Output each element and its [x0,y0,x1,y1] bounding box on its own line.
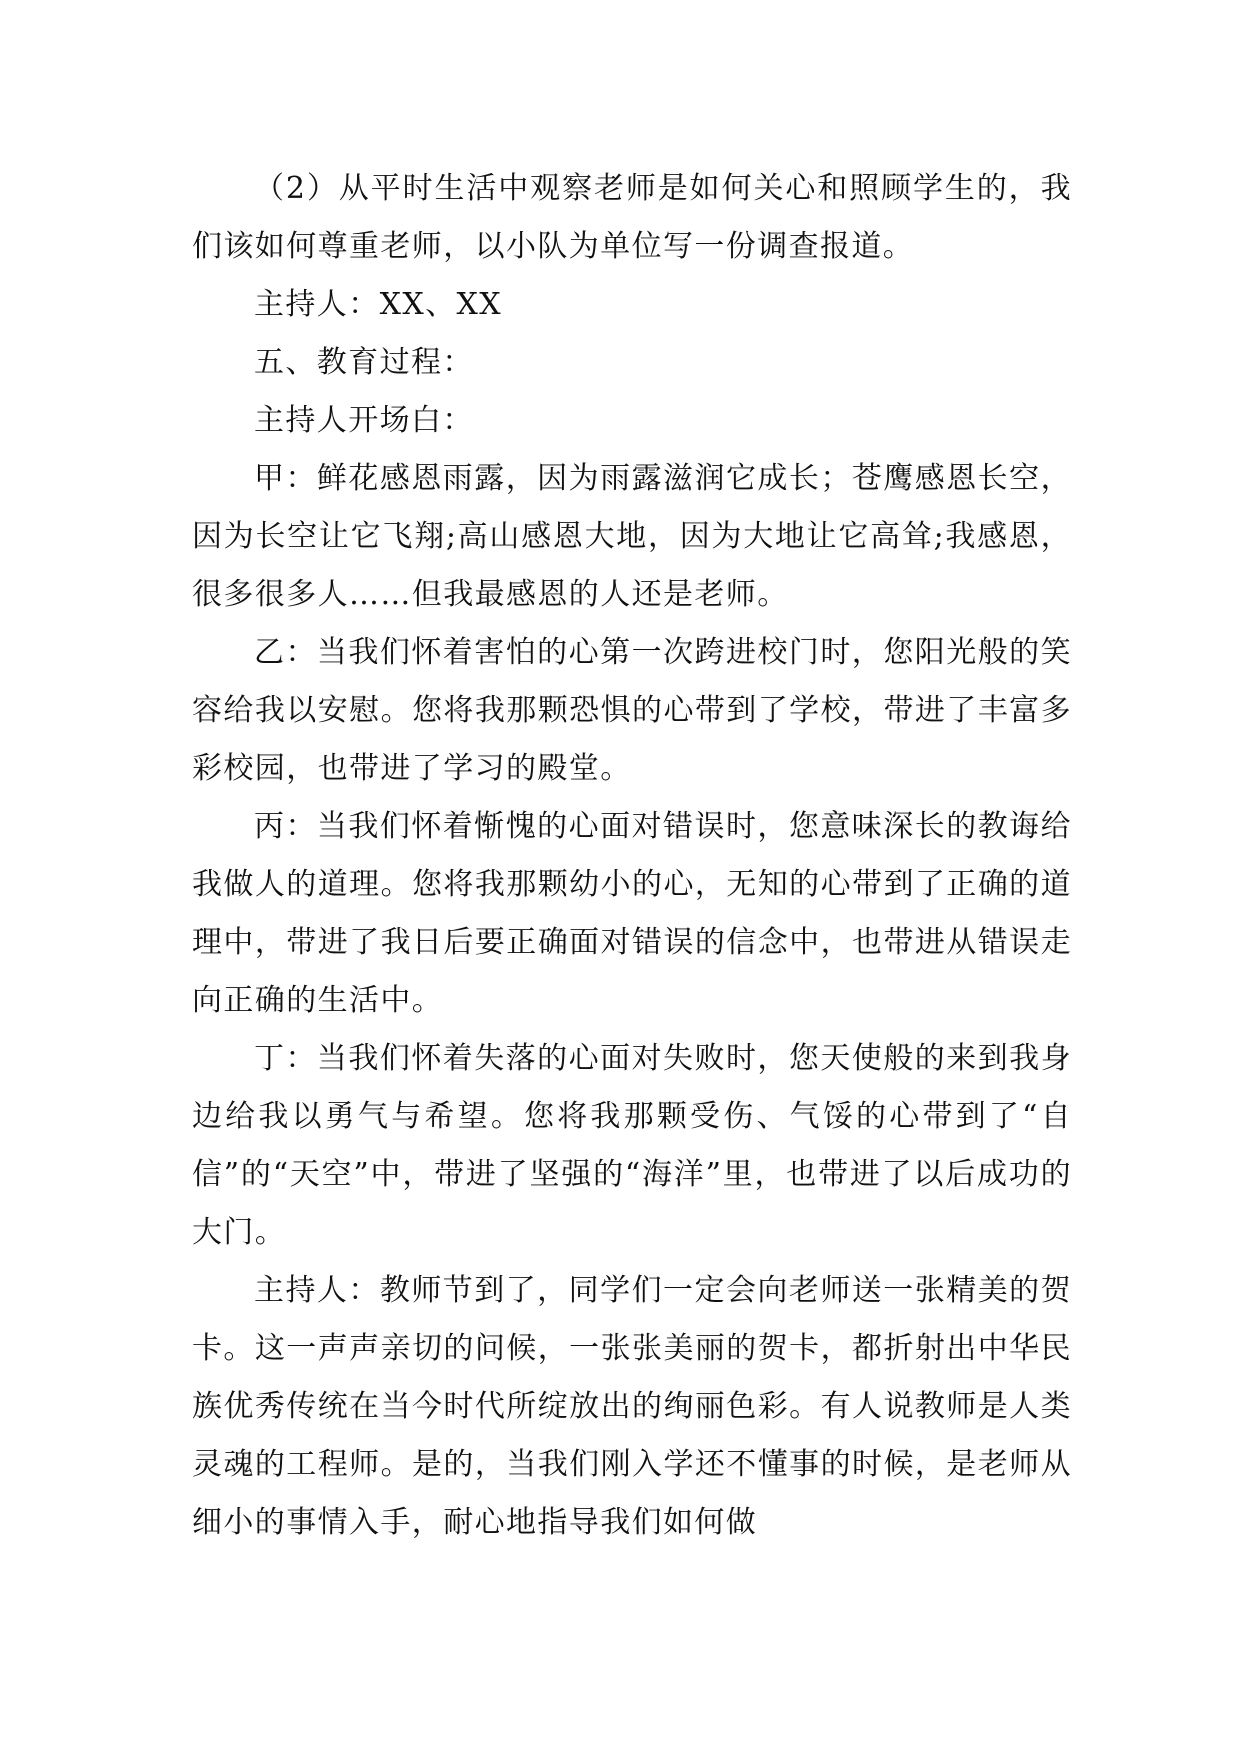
section-heading-education-process: 五、教育过程： [254,345,474,380]
paragraph-speaker-jia: 甲：鲜花感恩雨露，因为雨露滋润它成长；苍鹰感恩长空，因为长空让它飞翔;高山感恩大地，因为大地让它高耸;我感恩，很多很多人……但我最感恩的人还是老师。 [192,461,1072,612]
document-body [192,160,1072,1552]
paragraph-opening-remarks-heading: 主持人开场白： [254,403,474,438]
paragraph-speaker-ding: 丁：当我们怀着失落的心面对失败时，您天使般的来到我身边给我以勇气与希望。您将我那颗受伤、气馁的心带到了“自信”的“天空”中，带进了坚强的“海洋”里，也带进了以后成功的大门。 [192,1041,1072,1250]
paragraph-host-teachers-day: 主持人：教师节到了，同学们一定会向老师送一张精美的贺卡。这一声声亲切的问候，一张张美丽的贺卡，都折射出中华民族优秀传统在当今时代所绽放出的绚丽色彩。有人说教师是人类灵魂的工程师。是的，当我们刚入学还不懂事的时候，是老师从细小的事情入手，耐心地指导我们如何做 [192,1273,1072,1540]
paragraph-survey-task: （2）从平时生活中观察老师是如何关心和照顾学生的，我们该如何尊重老师，以小队为单位写一份调查报道。 [192,171,1072,264]
paragraph-speaker-bing: 丙：当我们怀着惭愧的心面对错误时，您意味深长的教诲给我做人的道理。您将我那颗幼小的心，无知的心带到了正确的道理中，带进了我日后要正确面对错误的信念中，也带进从错误走向正确的生活中。 [192,809,1072,1018]
paragraph-speaker-yi: 乙：当我们怀着害怕的心第一次跨进校门时，您阳光般的笑容给我以安慰。您将我那颗恐惧的心带到了学校，带进了丰富多彩校园，也带进了学习的殿堂。 [192,635,1072,786]
paragraph-hosts: 主持人：XX、XX [254,287,503,322]
